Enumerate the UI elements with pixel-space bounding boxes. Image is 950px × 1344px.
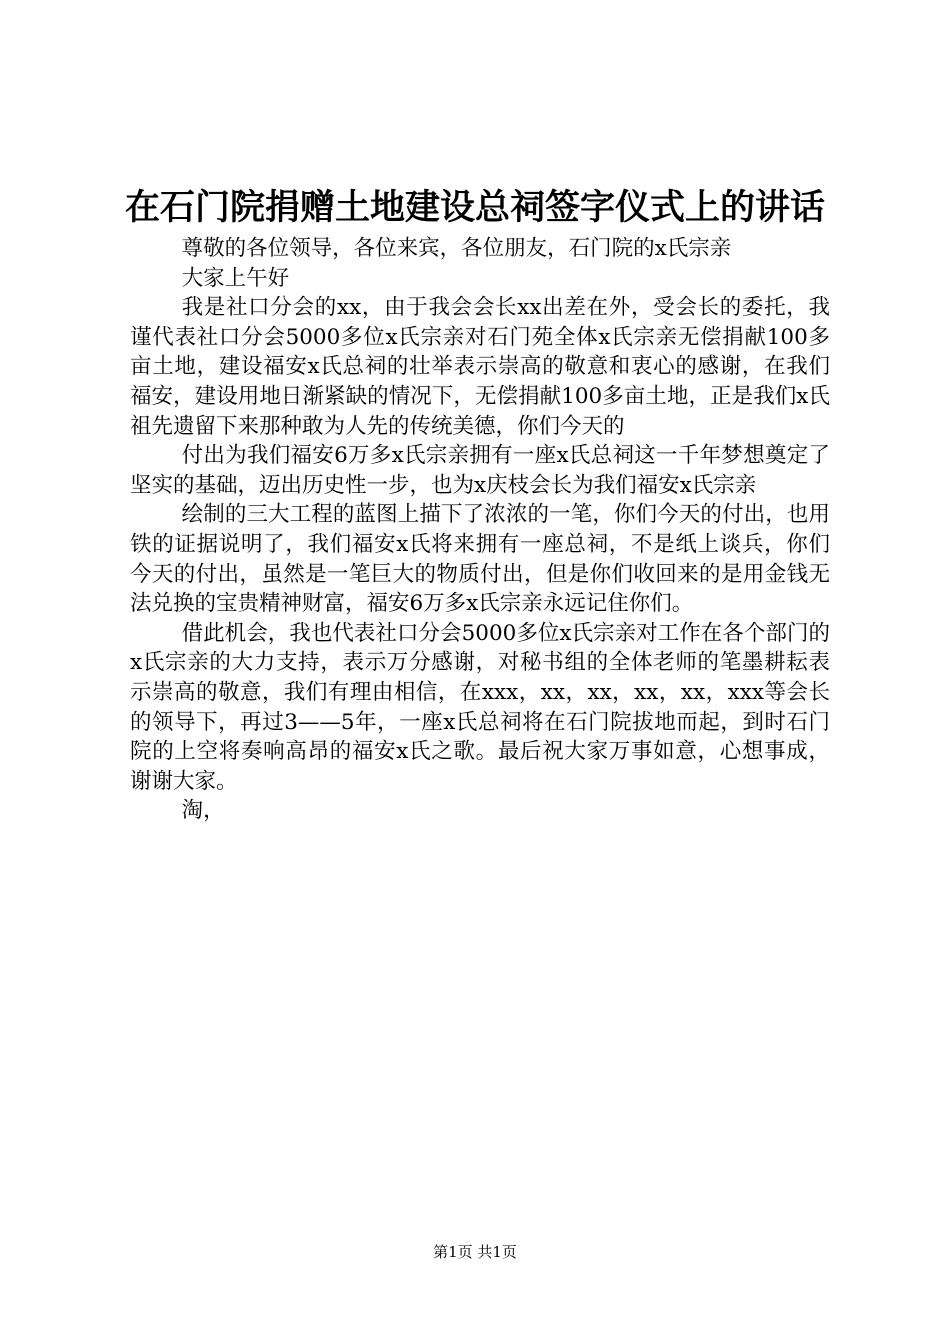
paragraph-blueprint: 绘制的三大工程的蓝图上描下了浓浓的一笔，你们今天的付出，也用铁的证据说明了，我们福安x氏将来拥有一座总祠，不是纸上谈兵，你们今天的付出，虽然是一笔巨大的物质付出，但是你们收回来的是用金钱无法兑换的宝贵精神财富，福安6万多x氏宗亲永远记住你们。: [130, 502, 830, 617]
paragraph-closing-fragment: 淘，: [181, 798, 225, 824]
paragraph-salutation: 尊敬的各位领导，各位来宾，各位朋友，石门院的x氏宗亲: [181, 236, 732, 261]
document-title: 在石门院捐赠土地建设总祠签字仪式上的讲话: [124, 188, 825, 228]
paragraph-thanks: 借此机会，我也代表社口分会5000多位x氏宗亲对工作在各个部门的x氏宗亲的大力支持，表示万分感谢，对秘书组的全体老师的笔墨耕耘表示崇高的敬意，我们有理由相信，在xxx，xx，xx，xx，xx，xxx等会长的领导下，再过3——5年，一座x氏总祠将在石门院拔地而起，到时石门院的上空将奏响高昂的福安x氏之歌。最后祝大家万事如意，心想事成，谢谢大家。: [130, 620, 830, 794]
paragraph-foundation: 付出为我们福安6万多x氏宗亲拥有一座x氏总祠这一千年梦想奠定了坚实的基础，迈出历史性一步，也为x庆枝会长为我们福安x氏宗亲: [130, 443, 830, 498]
paragraph-introduction: 我是社口分会的xx，由于我会会长xx出差在外，受会长的委托，我谨代表社口分会5000多位x氏宗亲对石门苑全体x氏宗亲无偿捐献100多亩土地，建设福安x氏总祠的壮举表示崇高的敬意和衷心的感谢，在我们福安，建设用地日渐紧缺的情况下，无偿捐献100多亩土地，正是我们x氏祖先遗留下来那种敢为人先的传统美德，你们今天的: [130, 295, 830, 439]
page-footer: 第1页 共1页: [433, 1243, 517, 1261]
document-body: [130, 234, 830, 826]
paragraph-greeting: 大家上午好: [181, 265, 290, 291]
